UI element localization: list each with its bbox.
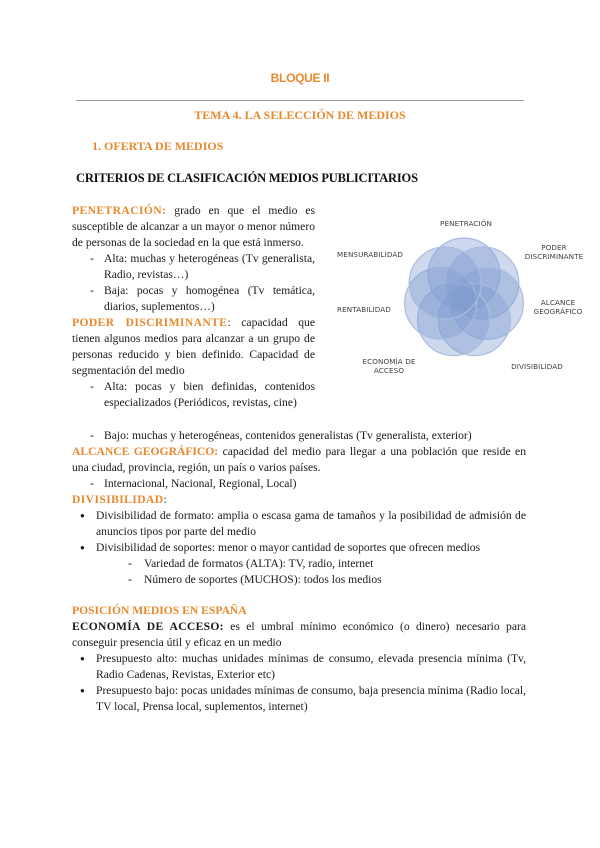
- list-item: - Bajo: muchas y heterogéneas, contenidos generalistas (Tv generalista, exterior): [72, 428, 526, 444]
- label-divisibilidad: DIVISIBILIDAD: [511, 362, 563, 371]
- poder-paragraph: [72, 315, 315, 379]
- diagram-circle: [409, 247, 481, 319]
- list-item: - Número de soportes (MUCHOS): todos los medios: [72, 572, 526, 588]
- poder-list-alta: [72, 379, 315, 411]
- list-item: - Alta: pocas y bien definidas, contenidos especializados (Periódicos, revistas, cine): [72, 379, 315, 411]
- divisibilidad-colon: :: [163, 493, 167, 506]
- posicion-heading: POSICIÓN MEDIOS EN ESPAÑA: [72, 604, 247, 617]
- title-divider: [76, 100, 524, 101]
- label-economia-acceso: ECONOMÍA DE ACCESO: [362, 357, 416, 375]
- label-alcance-geografico: ALCANCE GEOGRÁFICO: [533, 298, 583, 316]
- label-rentabilidad: RENTABILIDAD: [337, 305, 391, 314]
- criteria-heading: CRITERIOS DE CLASIFICACIÓN MEDIOS PUBLICITARIOS: [76, 171, 418, 185]
- economia-list: [72, 651, 526, 715]
- divisibilidad-sublist: [72, 556, 526, 588]
- penetracion-list: [72, 251, 315, 315]
- diagram-circles: [405, 238, 524, 356]
- list-item: - Internacional, Nacional, Regional, Local): [72, 476, 526, 492]
- penetracion-definition: grado en que el medio es susceptible de alcanzar a un mayor o menor número de personas de la sociedad en la que está inmerso.: [72, 204, 315, 249]
- economia-paragraph: [72, 619, 526, 651]
- list-item: - Baja: pocas y homogénea (Tv temática, diarios, suplementos…): [72, 283, 315, 315]
- list-item: ● Divisibilidad de soportes: menor o mayor cantidad de soportes que ofrecen medios: [72, 540, 526, 556]
- left-column: [72, 203, 315, 411]
- tema-heading: TEMA 4. LA SELECCIÓN DE MEDIOS: [194, 108, 406, 122]
- list-item: - Alta: muchas y heterogéneas (Tv generalista, Radio, revistas…): [72, 251, 315, 283]
- alcance-term: ALCANCE GEOGRÁFICO:: [72, 445, 219, 458]
- divisibilidad-term: DIVISIBILIDAD: [72, 493, 164, 506]
- alcance-definition: capacidad del medio para llegar a una población que reside en una ciudad, provincia, región, un país o varios países.: [72, 445, 526, 474]
- alcance-list: [72, 476, 526, 492]
- penetracion-colon: :: [162, 204, 167, 217]
- block-title: BLOQUE II: [270, 71, 330, 85]
- main-body: [72, 428, 526, 715]
- penetracion-paragraph: [72, 203, 315, 251]
- list-item: ● Presupuesto bajo: pocas unidades mínimas de consumo, baja presencia mínima (Radio local, TV local, Prensa local, suplementos, internet): [72, 683, 526, 715]
- criteria-diagram: [326, 212, 594, 384]
- list-item: ● Divisibilidad de formato: amplia o escasa gama de tamaños y la posibilidad de admisión de anuncios tipos por parte del medio: [72, 508, 526, 540]
- list-item: ● Presupuesto alto: muchas unidades mínimas de consumo, elevada presencia mínima (Tv, Radio Cadenas, Revistas, Exterior etc): [72, 651, 526, 683]
- list-item: - Variedad de formatos (ALTA): TV, radio, internet: [72, 556, 526, 572]
- penetracion-term: PENETRACIÓN: [72, 204, 163, 217]
- poder-term: PODER DISCRIMINANTE: [72, 316, 228, 329]
- divisibilidad-list: [72, 508, 526, 556]
- label-poder-discriminante: PODER DISCRIMINANTE: [524, 243, 584, 261]
- label-penetracion: PENETRACIÓN: [440, 219, 492, 228]
- divisibilidad-paragraph: [72, 492, 526, 508]
- alcance-paragraph: [72, 444, 526, 476]
- poder-list-bajo: [72, 428, 526, 444]
- label-mensurabilidad: MENSURABILIDAD: [337, 250, 403, 259]
- poder-definition: : capacidad que tienen algunos medios para alcanzar a un grupo de personas reducido y bien definido. Capacidad de segmentación del medio: [72, 316, 315, 377]
- economia-definition: es el umbral mínimo económico (o dinero) necesario para conseguir presencia útil y eficaz en un medio: [72, 620, 526, 649]
- economia-term: ECONOMÍA DE ACCESO:: [72, 620, 224, 633]
- section-heading: 1. OFERTA DE MEDIOS: [92, 139, 224, 153]
